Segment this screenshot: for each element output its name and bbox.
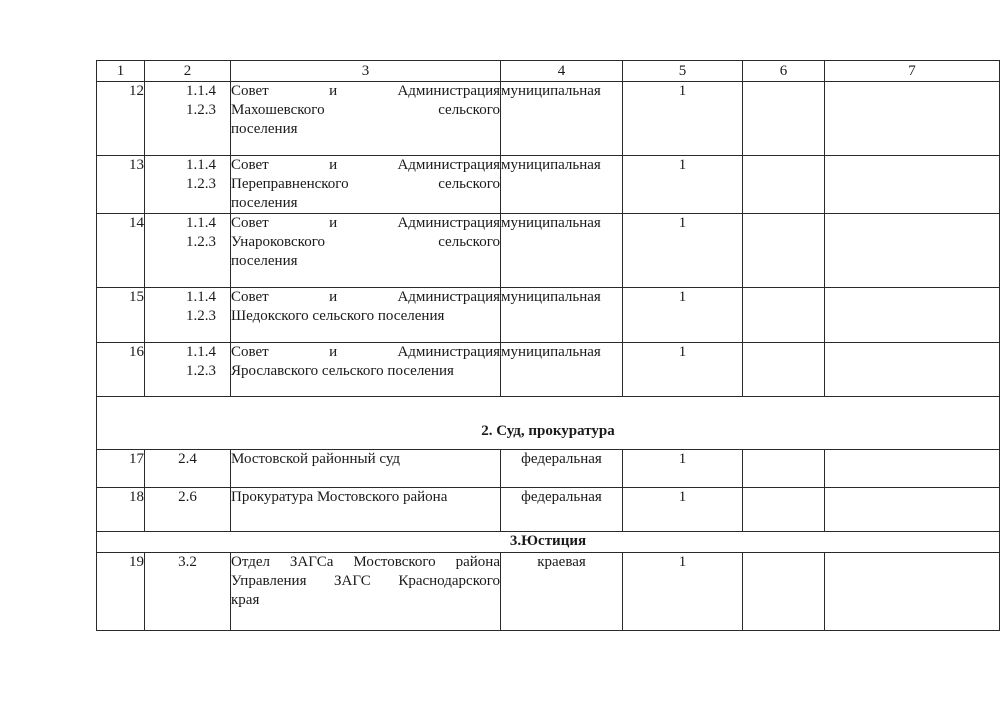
row-cell-7 [825,214,1000,288]
row-number: 15 [97,288,145,343]
name-line: поселения [231,121,298,137]
header-cell-4: 4 [501,61,623,82]
row-quantity: 1 [623,450,743,488]
row-cell-6 [743,343,825,397]
table-row [97,82,1000,156]
row-organization-name [231,214,501,288]
row-level: муниципальная [501,82,623,156]
row-cell-7 [825,488,1000,532]
row-number: 17 [97,450,145,488]
registry-table [96,60,1000,631]
row-code: 2.6 [145,488,231,532]
name-line: Совет и Администрация [231,215,500,231]
row-cell-6 [743,450,825,488]
row-quantity: 1 [623,488,743,532]
table-row [97,288,1000,343]
row-code: 1.2.3 [186,363,216,379]
row-code: 1.1.4 [186,344,216,360]
table-row [97,450,1000,488]
row-code: 1.1.4 [186,215,216,231]
name-line: поселения [231,195,298,211]
row-cell-6 [743,82,825,156]
row-quantity: 1 [623,553,743,631]
row-code: 1.2.3 [186,308,216,324]
row-quantity: 1 [623,82,743,156]
row-cell-7 [825,288,1000,343]
name-line: Совет и Администрация [231,157,500,173]
table-row [97,343,1000,397]
row-quantity: 1 [623,343,743,397]
name-line: края [231,592,260,608]
row-code: 1.2.3 [186,234,216,250]
row-level: краевая [501,553,623,631]
table-row [97,553,1000,631]
name-line: Совет и Администрация [231,289,500,305]
row-code: 2.4 [145,450,231,488]
row-cell-6 [743,214,825,288]
header-cell-2: 2 [145,61,231,82]
row-level: федеральная [501,488,623,532]
row-code: 1.1.4 [186,157,216,173]
row-level: муниципальная [501,288,623,343]
table-row [97,156,1000,214]
row-level: муниципальная [501,156,623,214]
section-row [97,532,1000,553]
row-code: 3.2 [145,553,231,631]
row-code: 1.2.3 [186,102,216,118]
name-line: Управления ЗАГС Краснодарского [231,573,500,589]
row-cell-7 [825,156,1000,214]
name-line: поселения [231,253,298,269]
row-codes [145,343,231,397]
section-title: 3.Юстиция [97,532,1000,553]
row-cell-7 [825,553,1000,631]
row-level: муниципальная [501,343,623,397]
name-line: Отдел ЗАГСа Мостовского района [231,554,500,570]
row-cell-6 [743,553,825,631]
row-code: 1.1.4 [186,83,216,99]
name-line: Унароковского сельского [231,234,500,250]
row-codes [145,82,231,156]
row-codes [145,288,231,343]
row-organization-name: Мостовской районный суд [231,450,501,488]
name-line: Ярославского сельского поселения [231,363,454,379]
row-cell-7 [825,343,1000,397]
row-organization-name: Прокуратура Мостовского района [231,488,501,532]
name-line: Махошевского сельского [231,102,500,118]
table-row [97,488,1000,532]
row-organization-name [231,343,501,397]
row-cell-7 [825,82,1000,156]
name-line: Переправненского сельского [231,176,500,192]
row-organization-name [231,288,501,343]
row-cell-6 [743,488,825,532]
row-number: 12 [97,82,145,156]
row-codes [145,214,231,288]
section-title: 2. Суд, прокуратура [97,397,1000,450]
name-line: Совет и Администрация [231,83,500,99]
row-cell-6 [743,288,825,343]
header-cell-5: 5 [623,61,743,82]
header-cell-7: 7 [825,61,1000,82]
table-row [97,214,1000,288]
row-number: 14 [97,214,145,288]
row-number: 18 [97,488,145,532]
name-line: Шедокского сельского поселения [231,308,445,324]
table-header-row [97,61,1000,82]
name-line: Совет и Администрация [231,344,500,360]
row-quantity: 1 [623,214,743,288]
row-cell-6 [743,156,825,214]
row-organization-name [231,82,501,156]
row-level: федеральная [501,450,623,488]
row-codes [145,156,231,214]
row-organization-name [231,553,501,631]
row-level: муниципальная [501,214,623,288]
row-cell-7 [825,450,1000,488]
row-organization-name [231,156,501,214]
row-number: 13 [97,156,145,214]
header-cell-1: 1 [97,61,145,82]
header-cell-6: 6 [743,61,825,82]
row-code: 1.2.3 [186,176,216,192]
header-cell-3: 3 [231,61,501,82]
row-number: 19 [97,553,145,631]
row-code: 1.1.4 [186,289,216,305]
section-row [97,397,1000,450]
row-quantity: 1 [623,156,743,214]
row-number: 16 [97,343,145,397]
row-quantity: 1 [623,288,743,343]
